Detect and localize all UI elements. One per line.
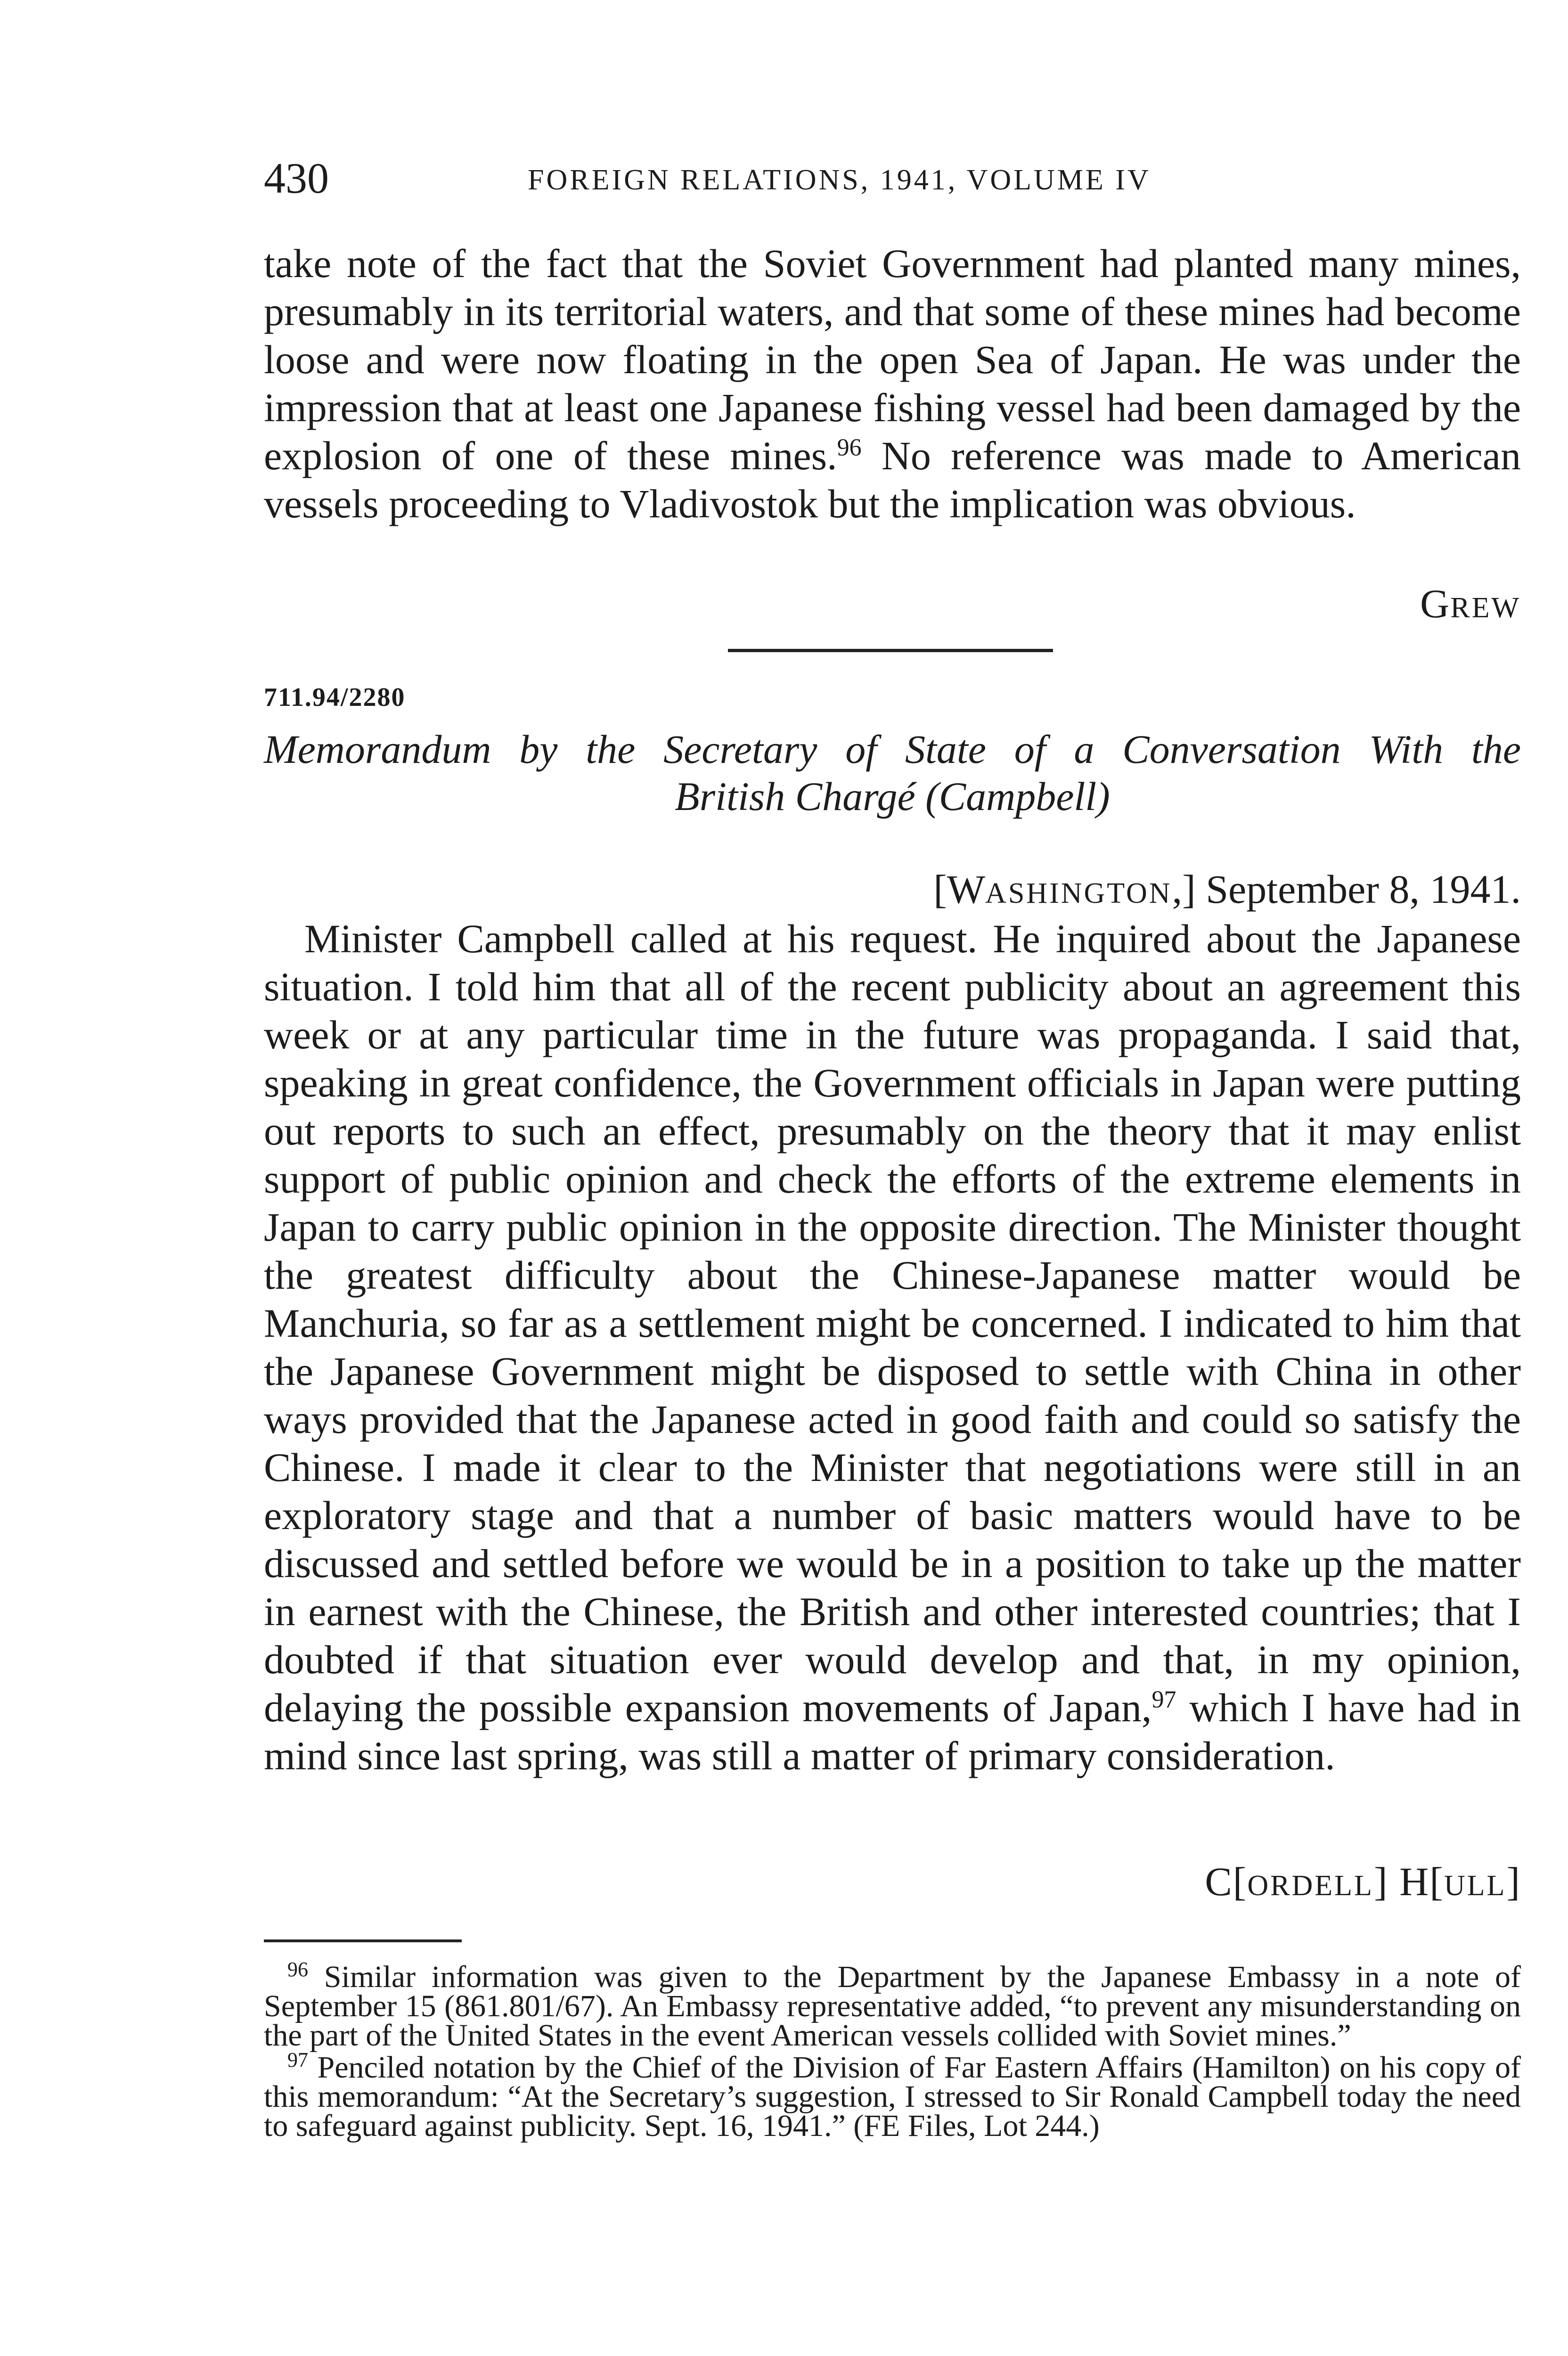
signature-bracket: [: [1233, 1859, 1248, 1904]
footnote-ref-97[interactable]: 97: [1152, 1686, 1176, 1713]
signature-initial: G: [1420, 581, 1451, 626]
footnote-mark: 96: [287, 1958, 308, 1981]
dateline-date: September 8, 1941.: [1195, 867, 1521, 912]
document-title: [264, 726, 1521, 820]
signature-name-part: ORDELL: [1247, 1870, 1374, 1902]
signature-initial: H: [1399, 1859, 1430, 1904]
memorandum-body: [264, 915, 1521, 1780]
document-title-line1: Memorandum by the Secretary of State of a Conversation With the: [264, 727, 1521, 772]
dateline-city: ASHINGTON: [985, 877, 1172, 909]
dateline-city-initial: W: [947, 867, 986, 912]
file-number: 711.94/2280: [264, 683, 406, 712]
dateline: [933, 863, 1521, 919]
footnotes: [264, 1958, 1521, 2143]
signature-grew: [1420, 578, 1521, 634]
running-header: [264, 150, 1517, 206]
footnote-text: Penciled notation by the Chief of the Division of Far Eastern Affairs (Hamilton) on his copy of this memorandum: “At the Secretary’s suggestion, I stressed to Sir Ronald Campbell today the need to safeguard against publicity. Sept. 16, 1941.” (FE Files, Lot 244.): [264, 2050, 1521, 2143]
footnote-text: Similar information was given to the Department by the Japanese Embassy in a note of September 15 (861.801/67). An Embassy representative added, “to prevent any misunderstanding on the part of the United States in the event American vessels collided with Soviet mines.”: [264, 1960, 1521, 2053]
signature-name-part: ULL: [1444, 1870, 1507, 1902]
dateline-bracket: [: [933, 867, 947, 912]
section-divider: [728, 649, 1053, 652]
page-number: 430: [264, 154, 329, 202]
signature-bracket: [: [1429, 1859, 1444, 1904]
signature-rest: REW: [1450, 592, 1521, 624]
signature-initial: C: [1205, 1859, 1233, 1904]
dateline-bracket: ,]: [1172, 867, 1196, 912]
footnote-97: [264, 2048, 1521, 2143]
paragraph-text: which I have had in mind since last spring, was still a matter of primary consideration.: [264, 1685, 1521, 1778]
footnote-96: [264, 1958, 1521, 2053]
footnote-divider: [264, 1939, 462, 1942]
footnote-mark: 97: [287, 2048, 308, 2071]
signature-bracket: ]: [1506, 1859, 1521, 1904]
document-title-line2: British Chargé (Campbell): [675, 774, 1110, 819]
footnote-ref-96[interactable]: 96: [837, 434, 862, 461]
running-title: FOREIGN RELATIONS, 1941, VOLUME IV: [528, 164, 1151, 196]
paragraph-continued: [264, 239, 1521, 528]
signature-hull: [1205, 1856, 1521, 1912]
signature-bracket: ]: [1373, 1859, 1388, 1904]
paragraph-text: Minister Campbell called at his request. He inquired about the Japanese situation. I told him that all of the recent publicity about an agreement this week or at any particular time in the future was propaganda. I said that, speaking in great confidence, the Government officials in Japan were putting out reports to such an effect, presumably on the theory that it may enlist support of public opinion and check the efforts of the extreme elements in Japan to carry public opinion in the opposite direction. The Minister thought the greatest difficulty about the Chinese-Japanese matter would be Manchuria, so far as a settlement might be concerned. I indicated to him that the Japanese Government might be disposed to settle with China in other ways provided that the Japanese acted in good faith and could so satisfy the Chinese. I made it clear to the Minister that negotiations were still in an exploratory stage and that a number of basic matters would have to be discussed and settled before we would be in a position to take up the matter in earnest with the Chinese, the British and other interested countries; that I doubted if that situation ever would develop and that, in my opinion, delaying the possible expansion movements of Japan,: [264, 916, 1521, 1730]
paragraph-text: take note of the fact that the Soviet Government had planted many mines, presumably in its territorial waters, and that some of these mines had become loose and were now floating in the open Sea of Japan. He was under the impression that at least one Japanese fishing vessel had been damaged by the explosion of one of these mines.: [264, 241, 1521, 478]
paragraph-text: No reference was made to American vessels proceeding to Vladivostok but the implication was obvious.: [264, 433, 1521, 526]
